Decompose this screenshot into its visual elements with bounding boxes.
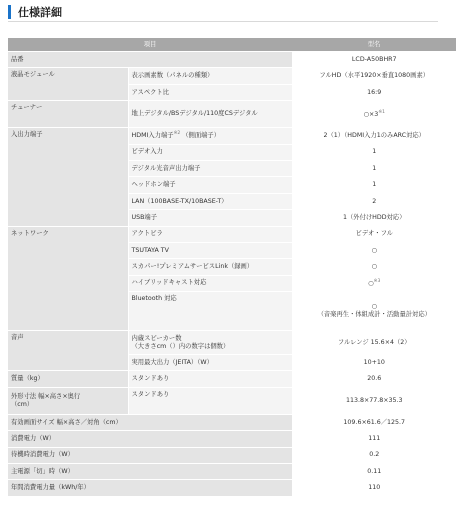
table-header-row: [8, 38, 456, 52]
label-hybridcast: ハイブリッドキャスト対応: [128, 275, 292, 291]
label-hdmi: [128, 128, 292, 144]
speaker-label-line1: 内蔵スピーカー数: [131, 334, 182, 342]
value-lan: 2: [292, 193, 456, 209]
speaker-label-line2: （大きさcm（）内の数字は個数）: [131, 342, 230, 350]
value-hybridcast: [292, 275, 456, 291]
bluetooth-value-mark: ○: [371, 303, 377, 311]
dims-category-line1: 外形寸法 幅×高さ×奥行: [11, 393, 81, 400]
table-row: [8, 101, 456, 128]
value-power: 111: [292, 431, 456, 447]
value-annual: 110: [292, 480, 456, 496]
label-bluetooth: Bluetooth 対応: [128, 292, 292, 331]
tuner-value-text: ○×3: [363, 110, 379, 118]
hdmi-note: ※2: [173, 131, 181, 137]
label-lan: LAN（100BASE-TX/10BASE-T）: [128, 193, 292, 209]
value-mass: 20.6: [292, 371, 456, 387]
table-row: [8, 128, 456, 144]
label-aspect: アスペクト比: [128, 84, 292, 100]
table-row: [8, 414, 456, 430]
dims-category-line2: （cm）: [11, 400, 34, 408]
value-standby: 0.2: [292, 447, 456, 463]
label-skyperfect: スカパー!プレミアムサービスLink（録画）: [128, 259, 292, 275]
label-tsutaya: TSUTAYA TV: [128, 242, 292, 258]
header-item: 項目: [8, 38, 292, 52]
spec-table: [8, 38, 456, 497]
table-row: [8, 387, 456, 414]
label-headphone: ヘッドホン端子: [128, 177, 292, 193]
table-row: [8, 464, 456, 480]
label-pixels: 表示画素数（パネルの種類）: [128, 68, 292, 84]
label-output: 実用最大出力（JEITA）（W）: [128, 355, 292, 371]
table-row: [8, 447, 456, 463]
value-bluetooth: [292, 292, 456, 331]
table-row: [8, 480, 456, 496]
value-optical: 1: [292, 160, 456, 176]
label-main-off: 主電源「切」時（W）: [8, 464, 292, 480]
value-actvila: ビデオ・フル: [292, 226, 456, 242]
hdmi-side-text: （側面端子）: [182, 132, 220, 140]
label-annual: 年間消費電力量（kWh/年）: [8, 480, 292, 496]
category-tuner: チューナー: [8, 101, 128, 128]
value-headphone: 1: [292, 177, 456, 193]
row-label-model: 品番: [8, 52, 292, 68]
category-dims: [8, 387, 128, 414]
row-value-model: LCD-A50BHR7: [292, 52, 456, 68]
table-row: [8, 431, 456, 447]
title-accent-bar: [8, 5, 11, 19]
bluetooth-value-detail: （音楽再生・体組成計・活動量計対応）: [317, 311, 431, 319]
section-title-bar: [8, 3, 438, 22]
value-usb: 1（外付けHDD対応）: [292, 210, 456, 226]
value-video: 1: [292, 144, 456, 160]
value-skyperfect: ○: [292, 259, 456, 275]
table-row: [8, 331, 456, 355]
value-tuner: [292, 101, 456, 128]
hdmi-label-text: HDMI入力端子: [131, 132, 174, 140]
value-tsutaya: ○: [292, 242, 456, 258]
category-lcd: 液晶モジュール: [8, 68, 128, 101]
category-network: ネットワーク: [8, 226, 128, 331]
tuner-note: ※1: [378, 109, 385, 115]
label-optical: デジタル光音声出力端子: [128, 160, 292, 176]
hybridcast-value-text: ○: [368, 280, 374, 287]
category-mass: 質量（kg）: [8, 371, 128, 387]
table-row: [8, 52, 456, 68]
label-actvila: アクトビラ: [128, 226, 292, 242]
value-speaker: フルレンジ 15.6×4（2）: [292, 331, 456, 355]
table-row: [8, 68, 456, 84]
section-title: 仕様詳細: [18, 6, 62, 19]
label-video: ビデオ入力: [128, 144, 292, 160]
value-dims: 113.8×77.8×35.3: [292, 387, 456, 414]
table-row: [8, 371, 456, 387]
label-tuner: 地上デジタル/BSデジタル/110度CSデジタル: [128, 101, 292, 128]
value-main-off: 0.11: [292, 464, 456, 480]
label-speaker: [128, 331, 292, 355]
value-aspect: 16:9: [292, 84, 456, 100]
header-model: 型名: [292, 38, 456, 52]
label-mass: スタンドあり: [128, 371, 292, 387]
label-screen: 有効画面サイズ 幅×高さ／対角（cm）: [8, 414, 292, 430]
category-io: 入出力端子: [8, 128, 128, 226]
label-standby: 待機時消費電力（W）: [8, 447, 292, 463]
value-hdmi: 2（1）（HDMI入力1のみARC対応）: [292, 128, 456, 144]
hybridcast-note: ※3: [373, 278, 381, 284]
table-row: [8, 226, 456, 242]
category-audio: 音声: [8, 331, 128, 371]
label-power: 消費電力（W）: [8, 431, 292, 447]
value-pixels: フルHD（水平1920×垂直1080画素）: [292, 68, 456, 84]
label-dims: スタンドあり: [128, 387, 292, 414]
value-output: 10+10: [292, 355, 456, 371]
label-usb: USB端子: [128, 210, 292, 226]
value-screen: 109.6×61.6／125.7: [292, 414, 456, 430]
